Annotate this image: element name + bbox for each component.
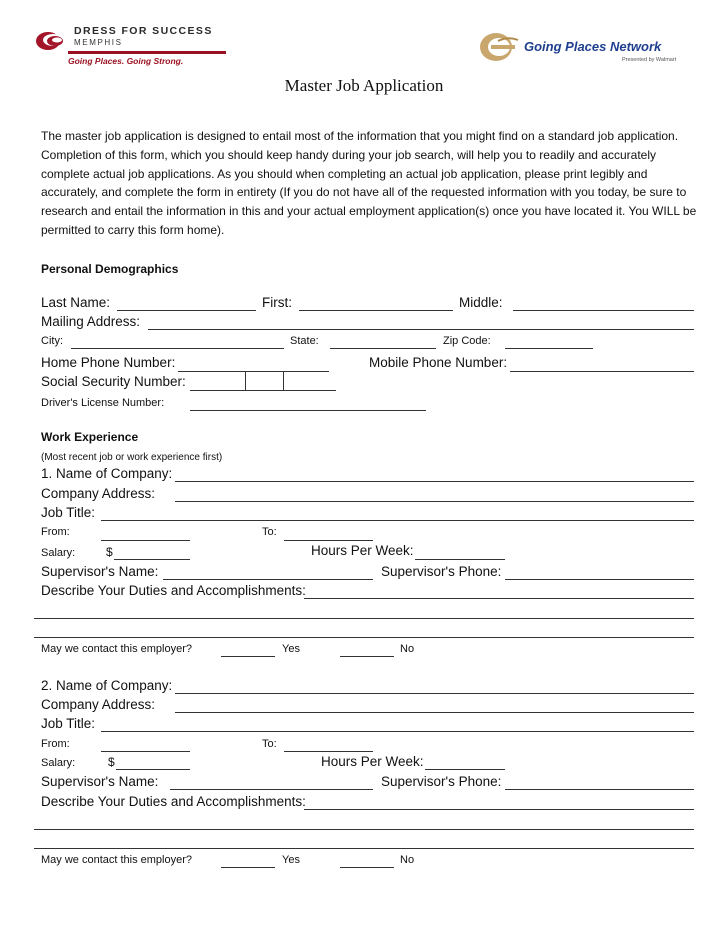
first-name-field[interactable] (299, 310, 453, 311)
dress-for-success-logo (32, 22, 232, 70)
ssn-divider-1 (245, 372, 246, 390)
last-name-label: Last Name: (41, 295, 111, 310)
job2-from-field[interactable] (101, 751, 190, 752)
job1-salary-label: Salary: (41, 547, 76, 559)
job1-salary-field[interactable] (114, 559, 190, 560)
job2-sup-phone-label: Supervisor's Phone: (381, 774, 502, 789)
going-places-network-logo (474, 30, 689, 70)
gpn-logo-sub: Presented by Walmart (622, 57, 677, 63)
state-field[interactable] (330, 348, 436, 349)
job2-duties-field-2[interactable] (34, 829, 694, 830)
license-label: Driver's License Number: (41, 397, 165, 409)
mailing-address-field[interactable] (148, 329, 694, 330)
job1-duties-field-3[interactable] (34, 637, 694, 638)
job2-from-label: From: (41, 738, 70, 750)
mobile-phone-label: Mobile Phone Number: (369, 355, 508, 370)
job1-contact-yes-field[interactable] (221, 656, 275, 657)
job1-title-label: Job Title: (41, 505, 96, 520)
job1-hours-label: Hours Per Week: (311, 543, 414, 558)
job2-dollar-sign: $ (108, 755, 115, 769)
mailing-address-label: Mailing Address: (41, 314, 141, 329)
home-phone-field[interactable] (178, 371, 329, 372)
work-heading: Work Experience (41, 430, 139, 444)
job1-company-field[interactable] (175, 481, 694, 482)
job2-company-field[interactable] (175, 693, 694, 694)
city-field[interactable] (71, 348, 284, 349)
job1-duties-field-2[interactable] (34, 618, 694, 619)
job2-contact-yes-field[interactable] (221, 867, 275, 868)
mobile-phone-field[interactable] (510, 371, 694, 372)
job2-company-label: 2. Name of Company: (41, 678, 173, 693)
job1-from-field[interactable] (101, 540, 190, 541)
job2-address-field[interactable] (175, 712, 694, 713)
job2-to-field[interactable] (284, 751, 373, 752)
work-note: (Most recent job or work experience first) (41, 452, 223, 463)
job1-hours-field[interactable] (415, 559, 505, 560)
job1-contact-label: May we contact this employer? (41, 643, 193, 655)
dfs-swirl-icon (34, 28, 68, 54)
dfs-logo-city: MEMPHIS (74, 38, 123, 47)
dfs-logo-tagline: Going Places. Going Strong. (68, 56, 184, 66)
city-label: City: (41, 335, 63, 347)
job1-to-field[interactable] (284, 540, 373, 541)
state-label: State: (290, 335, 319, 347)
job1-duties-field-1[interactable] (304, 598, 694, 599)
job2-contact-label: May we contact this employer? (41, 854, 193, 866)
job1-yes-label: Yes (282, 643, 300, 655)
job1-from-label: From: (41, 526, 70, 538)
job1-sup-phone-label: Supervisor's Phone: (381, 564, 502, 579)
ssn-divider-2 (283, 372, 284, 390)
job1-sup-phone-field[interactable] (505, 579, 694, 580)
job2-supervisor-field[interactable] (170, 789, 373, 790)
first-name-label: First: (262, 295, 292, 310)
job1-to-label: To: (262, 526, 277, 538)
dfs-logo-bar (68, 51, 226, 54)
job2-duties-field-1[interactable] (304, 809, 694, 810)
job1-dollar-sign: $ (106, 545, 113, 559)
last-name-field[interactable] (117, 310, 256, 311)
personal-heading: Personal Demographics (41, 262, 179, 276)
job2-title-field[interactable] (101, 731, 694, 732)
intro-paragraph: The master job application is designed to entail most of the information that you might find on a standard job application. Completion of this form, which you should keep handy during your job search, will help you to readily and accurately complete actual job applications. As you should when completing an actual job application, please print legibly and accurately, and complete the form in entirety (If you do not have all of the requested information with you today, be sure to research and entail the information in this and your actual employment application(s) once you have located it. You WILL be permitted to carry this form home). (41, 129, 697, 237)
job2-to-label: To: (262, 738, 277, 750)
job2-title-label: Job Title: (41, 716, 96, 731)
job2-contact-no-field[interactable] (340, 867, 394, 868)
job2-salary-field[interactable] (116, 769, 190, 770)
job1-duties-label: Describe Your Duties and Accomplishments: (41, 583, 306, 598)
job1-supervisor-label: Supervisor's Name: (41, 564, 159, 579)
job2-yes-label: Yes (282, 854, 300, 866)
job2-duties-label: Describe Your Duties and Accomplishments: (41, 794, 306, 809)
job2-salary-label: Salary: (41, 757, 76, 769)
job1-title-field[interactable] (101, 520, 694, 521)
middle-name-label: Middle: (459, 295, 503, 310)
dfs-logo-name: DRESS FOR SUCCESS (74, 25, 213, 37)
job2-sup-phone-field[interactable] (505, 789, 694, 790)
job1-no-label: No (400, 643, 415, 655)
middle-name-field[interactable] (513, 310, 694, 311)
job1-address-field[interactable] (175, 501, 694, 502)
job2-hours-label: Hours Per Week: (321, 754, 424, 769)
license-field[interactable] (190, 410, 426, 411)
job2-supervisor-label: Supervisor's Name: (41, 774, 159, 789)
zip-label: Zip Code: (443, 335, 491, 347)
job2-address-label: Company Address: (41, 697, 156, 712)
job2-hours-field[interactable] (425, 769, 505, 770)
job1-contact-no-field[interactable] (340, 656, 394, 657)
ssn-field[interactable] (190, 390, 336, 391)
job1-address-label: Company Address: (41, 486, 156, 501)
ssn-label: Social Security Number: (41, 374, 186, 389)
gpn-logo-name: Going Places Network (524, 39, 662, 54)
job2-duties-field-3[interactable] (34, 848, 694, 849)
home-phone-label: Home Phone Number: (41, 355, 176, 370)
zip-field[interactable] (505, 348, 593, 349)
job2-no-label: No (400, 854, 415, 866)
gpn-swoosh-icon (478, 30, 520, 64)
job1-supervisor-field[interactable] (163, 579, 373, 580)
job1-company-label: 1. Name of Company: (41, 466, 173, 481)
page-title: Master Job Application (284, 76, 444, 95)
